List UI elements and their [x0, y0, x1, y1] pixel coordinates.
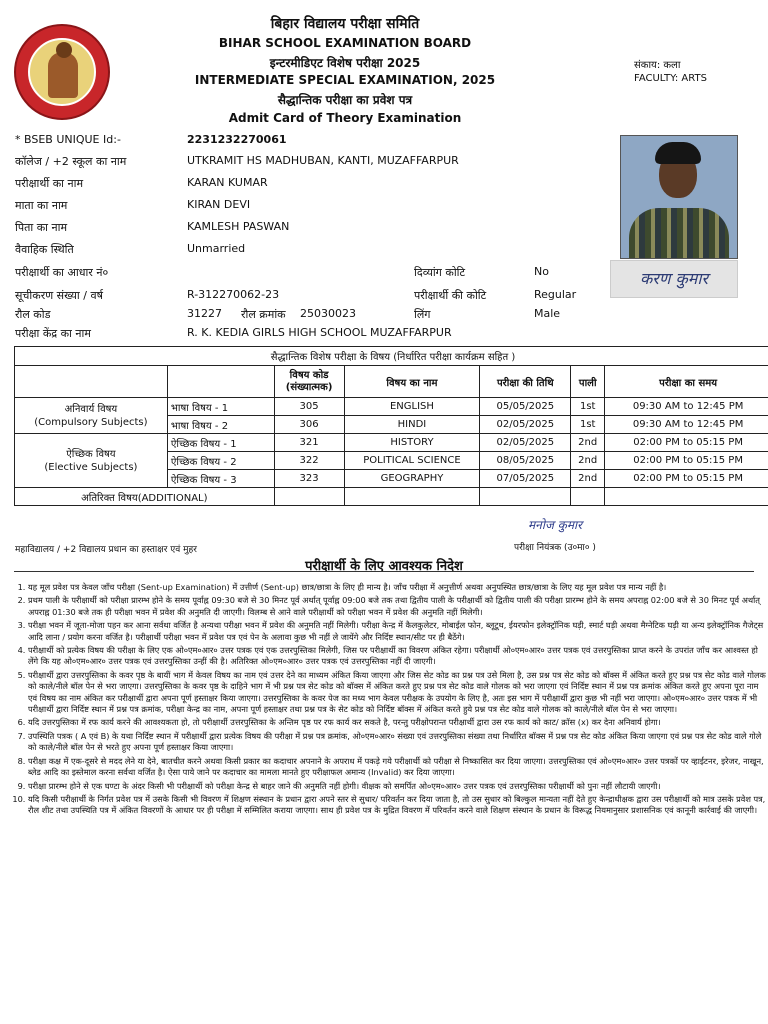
instruction-item: 6. यदि उत्तरपुस्तिका में रफ कार्य करने की आवश्यकता हो, तो परीक्षार्थी उत्तरपुस्तिका के अन्तिम पृष्ठ पर रफ कार्य कर सकते है, परन्तु परीक्षोपरान्त परीक्षार्थी द्वारा उस रफ कार्य को काट/ क्रॉस (x) कर देना अनिवार्य होगा।: [28, 717, 766, 728]
exam-centre-value: R. K. KEDIA GIRLS HIGH SCHOOL MUZAFFARPUR: [187, 326, 452, 339]
mother-name-label: माता का नाम: [15, 199, 68, 212]
table-caption: सैद्धान्तिक विशेष परीक्षा के विषय (निर्धारित परीक्षा कार्यक्रम सहित ): [15, 347, 768, 366]
gender-value: Male: [534, 307, 561, 320]
instruction-item: 4. परीक्षार्थी को प्रत्येक विषय की परीक्षा के लिए एक ओ०एम०आर० उत्तर पत्रक एवं एक उत्तरपुस्तिका मिलेगी, जिस पर परीक्षार्थी का विवरण अंकित रहेगा। परीक्षार्थी ओ०एम०आर० उत्तर पत्रक एवं उत्तरपुस्तिका प्राप्त करने के उपरांत जाँच कर आश्वस्त हो लेंगे कि यह ओ०एम०आर० उत्तर पत्रक एवं उत्तरपुस्तिका उन्हीं की है। अतिरिक्त ओ०एम०आर० उत्तर पत्रक एवं उत्तरपुस्तिका नहीं दी जाएगी।: [28, 645, 766, 668]
header-subject-code: विषय कोड (संख्यात्मक): [274, 366, 344, 398]
instruction-item: 7. उपस्थिति पत्रक ( A एवं B) के यथा निर्दिष्ट स्थान में परीक्षार्थी द्वारा प्रत्येक विषय की परीक्षा में प्रश्न पत्र क्रमांक, ओ०एम०आर० संख्या एवं उत्तरपुस्तिका संख्या तथा निर्धारित बॉक्स में प्रश्न पत्र सेट कोड अंकित किया जाएगा एवं प्रश्न पत्र सेट कोड वाले गोले को काले/नीले बॉल पेन से भरते हुए अपना पूर्ण हस्ताक्षर किया जाएगा।: [28, 731, 766, 754]
instruction-item: 8. परीक्षा कक्ष में एक-दूसरे से मदद लेने या देने, बातचीत करने अथवा किसी प्रकार का कदाचार अपनाने के अपराध में पकड़े गये परीक्षार्थी को परीक्षा से निष्कासित कर दिया जाएगा। उत्तरपुस्तिका एवं ओ०एम०आर० उत्तर पत्रकों पर व्हाईटनर, इरेजर, नाखून, ब्लेड आदि का इस्तेमाल करना सर्वथा वर्जित है। ऐसा पाये जाने पर कदाचार का मामला मानते हुए परीक्षाफल अमान्य (Invalid) कर दिया जाएगा।: [28, 756, 766, 779]
college-label: कॉलेज / +2 स्कूल का नाम: [15, 155, 127, 168]
exam-centre-label: परीक्षा केंद्र का नाम: [15, 327, 91, 340]
header-shift: पाली: [571, 366, 605, 398]
header-exam-date: परीक्षा की तिथि: [480, 366, 571, 398]
divider: [14, 571, 754, 572]
student-photo: [620, 135, 738, 259]
instruction-item: 1. यह मूल प्रवेश पत्र केवल जाँच परीक्षा (Sent-up Examination) में उत्तीर्ण (Sent-up) छात्र/छात्रा के लिए ही मान्य है। जाँच परीक्षा में अनुत्तीर्ण अथवा अनुपस्थित छात्र/छात्रा के लिए यह मूल प्रवेश पत्र मान्य नहीं है।: [28, 582, 766, 593]
divyang-value: No: [534, 265, 549, 278]
elective-group: [15, 434, 168, 488]
row-type: भाषा विषय - 1: [167, 398, 274, 416]
marital-status-label: वैवाहिक स्थिति: [15, 243, 74, 256]
card-title-hindi: सैद्धान्तिक परीक्षा का प्रवेश पत्र: [277, 93, 413, 107]
row-date: 05/05/2025: [480, 398, 571, 416]
additional-cell: [571, 488, 605, 506]
row-subject: ENGLISH: [344, 398, 480, 416]
student-name-label: परीक्षार्थी का नाम: [15, 177, 84, 190]
principal-signature-label: महाविद्यालय / +2 विद्यालय प्रधान का हस्ताक्षर एवं मुहर: [15, 545, 197, 555]
student-signature: करण कुमार: [610, 260, 738, 298]
college-value: UTKRAMIT HS MADHUBAN, KANTI, MUZAFFARPUR: [187, 154, 459, 167]
additional-label: अतिरिक्त विषय(ADDITIONAL): [15, 488, 275, 506]
row-shift: 2nd: [571, 434, 605, 452]
instruction-item: 5. परीक्षार्थी द्वारा उत्तरपुस्तिका के कवर पृष्ठ के बायीं भाग में केवल विषय का नाम एवं उत्तर देने का माध्यम अंकित किया जाएगा और जिस सेट कोड का प्रश्न पत्र उसे मिला है, उस प्रश्न पत्र सेट कोड को बॉक्स में अंकित करते हुए प्रश्न पत्र सेट कोड वाले गोलक को काले/नीले बॉल पेन से भरा जाएगा। उत्तरपुस्तिका के कवर पृष्ठ के दाहिने भाग में भी प्रश्न पत्र सेट कोड को बॉक्स में अंकित करते हुए प्रश्न पत्र सेट कोड वाले गोलक को भरा जाएगा एवं निर्दिष्ट स्थान में प्रश्न पत्र क्रमांक अंकित करते हुए अपना पूरा नाम एवं विषय का नाम अंकित कर परीक्षार्थी द्वारा अपना पूर्ण हस्ताक्षर किया जाएगा। उत्तरपुस्तिका के कवर पेज का मध्य भाग केवल परीक्षक के उपयोग के लिए है, अतः इस भाग में परीक्षार्थी द्वारा कुछ भी नहीं भरा जाएगा। ओ०एम०आर० उत्तर पत्रक में भी परीक्षार्थी द्वारा निर्दिष्ट स्थान में प्रश्न पत्र क्रमांक, परीक्षा केन्द्र का नाम, अपना पूर्ण हस्ताक्षर तथा प्रश्न पत्र के सेट कोड को निर्दिष्ट बॉक्स में अंकित करते हुये प्रश्न पत्र सेट कोड वाले गोलक को काले/नीले बॉल पेन से भरा जाएगा।: [28, 670, 766, 716]
additional-cell: [605, 488, 768, 506]
bseb-logo: [14, 24, 110, 120]
roll-code-label: रौल कोड: [15, 308, 51, 321]
row-time: 09:30 AM to 12:45 PM: [605, 398, 768, 416]
subjects-table: [14, 346, 768, 506]
board-title-english: BIHAR SCHOOL EXAMINATION BOARD: [218, 36, 472, 50]
faculty-hindi: संकाय: कला: [634, 60, 681, 71]
additional-cell: [274, 488, 344, 506]
marital-status-value: Unmarried: [187, 242, 246, 255]
father-name-value: KAMLESH PASWAN: [187, 220, 290, 233]
instruction-item: 2. प्रथम पाली के परीक्षार्थी को परीक्षा प्रारम्भ होने के समय पूर्वाह्न 09:30 बजे से 30 मिनट पूर्व अर्थात् पूर्वाह्न 09:00 बजे तक तथा द्वितीय पाली के परीक्षार्थी को द्वितीय पाली की परीक्षा प्रारम्भ होने के समय अपराह्न 02:00 बजे से 30 मिनट पूर्व अर्थात् अपराह्न 01:30 बजे तक ही परीक्षा भवन में प्रवेश की अनुमति दी जाएगी। विलम्ब से आने वाले परीक्षार्थी को परीक्षा भवन में प्रवेश की अनुमति नहीं मिलेगी।: [28, 595, 766, 618]
header-blank-1: [15, 366, 168, 398]
gender-label: लिंग: [414, 308, 431, 321]
row-code: 321: [274, 434, 344, 452]
divyang-label: दिव्यांग कोटि: [414, 266, 466, 279]
row-time: 02:00 PM to 05:15 PM: [605, 470, 768, 488]
header-subject-name: विषय का नाम: [344, 366, 480, 398]
logo-figure: [48, 52, 78, 98]
row-type: ऐच्छिक विषय - 3: [167, 470, 274, 488]
row-code: 323: [274, 470, 344, 488]
row-code: 305: [274, 398, 344, 416]
compulsory-label-en: (Compulsory Subjects): [34, 416, 148, 428]
additional-cell: [344, 488, 480, 506]
board-title-hindi: बिहार विद्यालय परीक्षा समिति: [270, 16, 420, 32]
father-name-label: पिता का नाम: [15, 221, 68, 234]
row-type: ऐच्छिक विषय - 1: [167, 434, 274, 452]
registration-value: R-312270062-23: [187, 288, 280, 301]
row-shift: 2nd: [571, 452, 605, 470]
controller-label: परीक्षा नियंत्रक (उ०मा० ): [514, 543, 596, 553]
instructions-list: [12, 582, 766, 819]
row-time: 02:00 PM to 05:15 PM: [605, 434, 768, 452]
compulsory-group: [15, 398, 168, 434]
row-date: 08/05/2025: [480, 452, 571, 470]
roll-number-value: 25030023: [300, 307, 356, 320]
header-blank-2: [167, 366, 274, 398]
registration-label: सूचीकरण संख्या / वर्ष: [15, 289, 103, 302]
instructions-title: परीक्षार्थी के लिए आवश्यक निदेश: [305, 559, 463, 574]
instruction-item: 9. परीक्षा प्रारम्भ होने से एक घण्टा के अंदर किसी भी परीक्षार्थी को परीक्षा केन्द्र से बाहर जाने की अनुमति नहीं होगी। वीक्षक को समर्पित ओ०एम०आर० उत्तर पत्रक एवं उत्तरपुस्तिका परीक्षार्थी को पुनः नहीं लौटायी जाएगी।: [28, 781, 766, 792]
category-label: परीक्षार्थी की कोटि: [414, 289, 487, 302]
compulsory-label: अनिवार्य विषय: [64, 403, 118, 415]
row-subject: HISTORY: [344, 434, 480, 452]
faculty-english: FACULTY: ARTS: [634, 73, 707, 84]
row-subject: GEOGRAPHY: [344, 470, 480, 488]
exam-title-hindi: इन्टरमीडिएट विशेष परीक्षा 2025: [269, 56, 421, 70]
student-name-value: KARAN KUMAR: [187, 176, 268, 189]
roll-number-label: रौल क्रमांक: [241, 308, 286, 321]
row-time: 02:00 PM to 05:15 PM: [605, 452, 768, 470]
row-date: 07/05/2025: [480, 470, 571, 488]
category-value: Regular: [534, 288, 577, 301]
additional-cell: [480, 488, 571, 506]
row-date: 02/05/2025: [480, 416, 571, 434]
photo-body: [629, 208, 729, 259]
controller-signature: मनोज कुमार: [528, 518, 583, 532]
logo-head: [56, 42, 72, 58]
bseb-id-label: * BSEB UNIQUE Id:-: [15, 133, 121, 146]
card-title-english: Admit Card of Theory Examination: [228, 111, 462, 125]
instruction-item: 10. यदि किसी परीक्षार्थी के निर्गत प्रवेश पत्र में उसके किसी भी विवरण में शिक्षण संस्थान के प्रधान द्वारा अपने स्तर से सुधार/ परिवर्तन कर दिया जाता है, तो उस सुधार को बिल्कुल मान्यता नहीं देते हुए केन्द्राधीक्षक द्वारा उस परीक्षार्थी को मात्र उसके प्रवेश पत्र, रौल शीट तथा उपस्थिति पत्र में अंकित विवरणों के आधार पर ही परीक्षा में सम्मिलित कराया जाएगा। साथ ही प्रवेश पत्र के मुद्रित विवरण में परिवर्तन करने वाले शिक्षण संस्थान के प्रधान के विरूद्ध नियमानुसार प्रशासनिक एवं कानूनी कार्रवाई की जाएगी।: [28, 794, 766, 817]
row-shift: 1st: [571, 398, 605, 416]
aadhaar-label: परीक्षार्थी का आधार नं०: [15, 266, 109, 279]
bseb-id-value: 2231232270061: [187, 133, 287, 146]
exam-title-english: INTERMEDIATE SPECIAL EXAMINATION, 2025: [194, 73, 496, 87]
mother-name-value: KIRAN DEVI: [187, 198, 251, 211]
row-code: 306: [274, 416, 344, 434]
instruction-item: 3. परीक्षा भवन में जूता-मोजा पहन कर आना सर्वथा वर्जित है अन्यथा परीक्षा भवन में प्रवेश की अनुमति नहीं मिलेगी। परीक्षा केन्द्र में कैलकुलेटर, मोबाईल फोन, ब्लूटूथ, ईयरफोन इलेक्ट्रॉनिक घड़ी, स्मार्ट घड़ी अथवा मैग्नेटिक घड़ी या अन्य इलेक्ट्रॉनिक गैजेट्स आदि लाना / प्रयोग करना वर्जित है। परीक्षार्थी परीक्षा भवन में प्रवेश पत्र एवं पेन के अलावा कुछ भी नहीं ले जायेंगे और निर्दिष्ट स्थान/सीट पर ही बैठेंगे।: [28, 620, 766, 643]
elective-label: ऐच्छिक विषय: [66, 448, 116, 460]
photo-hair: [655, 142, 701, 164]
row-subject: HINDI: [344, 416, 480, 434]
row-type: ऐच्छिक विषय - 2: [167, 452, 274, 470]
row-date: 02/05/2025: [480, 434, 571, 452]
elective-label-en: (Elective Subjects): [44, 461, 138, 473]
row-time: 09:30 AM to 12:45 PM: [605, 416, 768, 434]
roll-code-value: 31227: [187, 307, 222, 320]
row-code: 322: [274, 452, 344, 470]
row-shift: 1st: [571, 416, 605, 434]
header-exam-time: परीक्षा का समय: [605, 366, 768, 398]
row-subject: POLITICAL SCIENCE: [344, 452, 480, 470]
row-type: भाषा विषय - 2: [167, 416, 274, 434]
row-shift: 2nd: [571, 470, 605, 488]
